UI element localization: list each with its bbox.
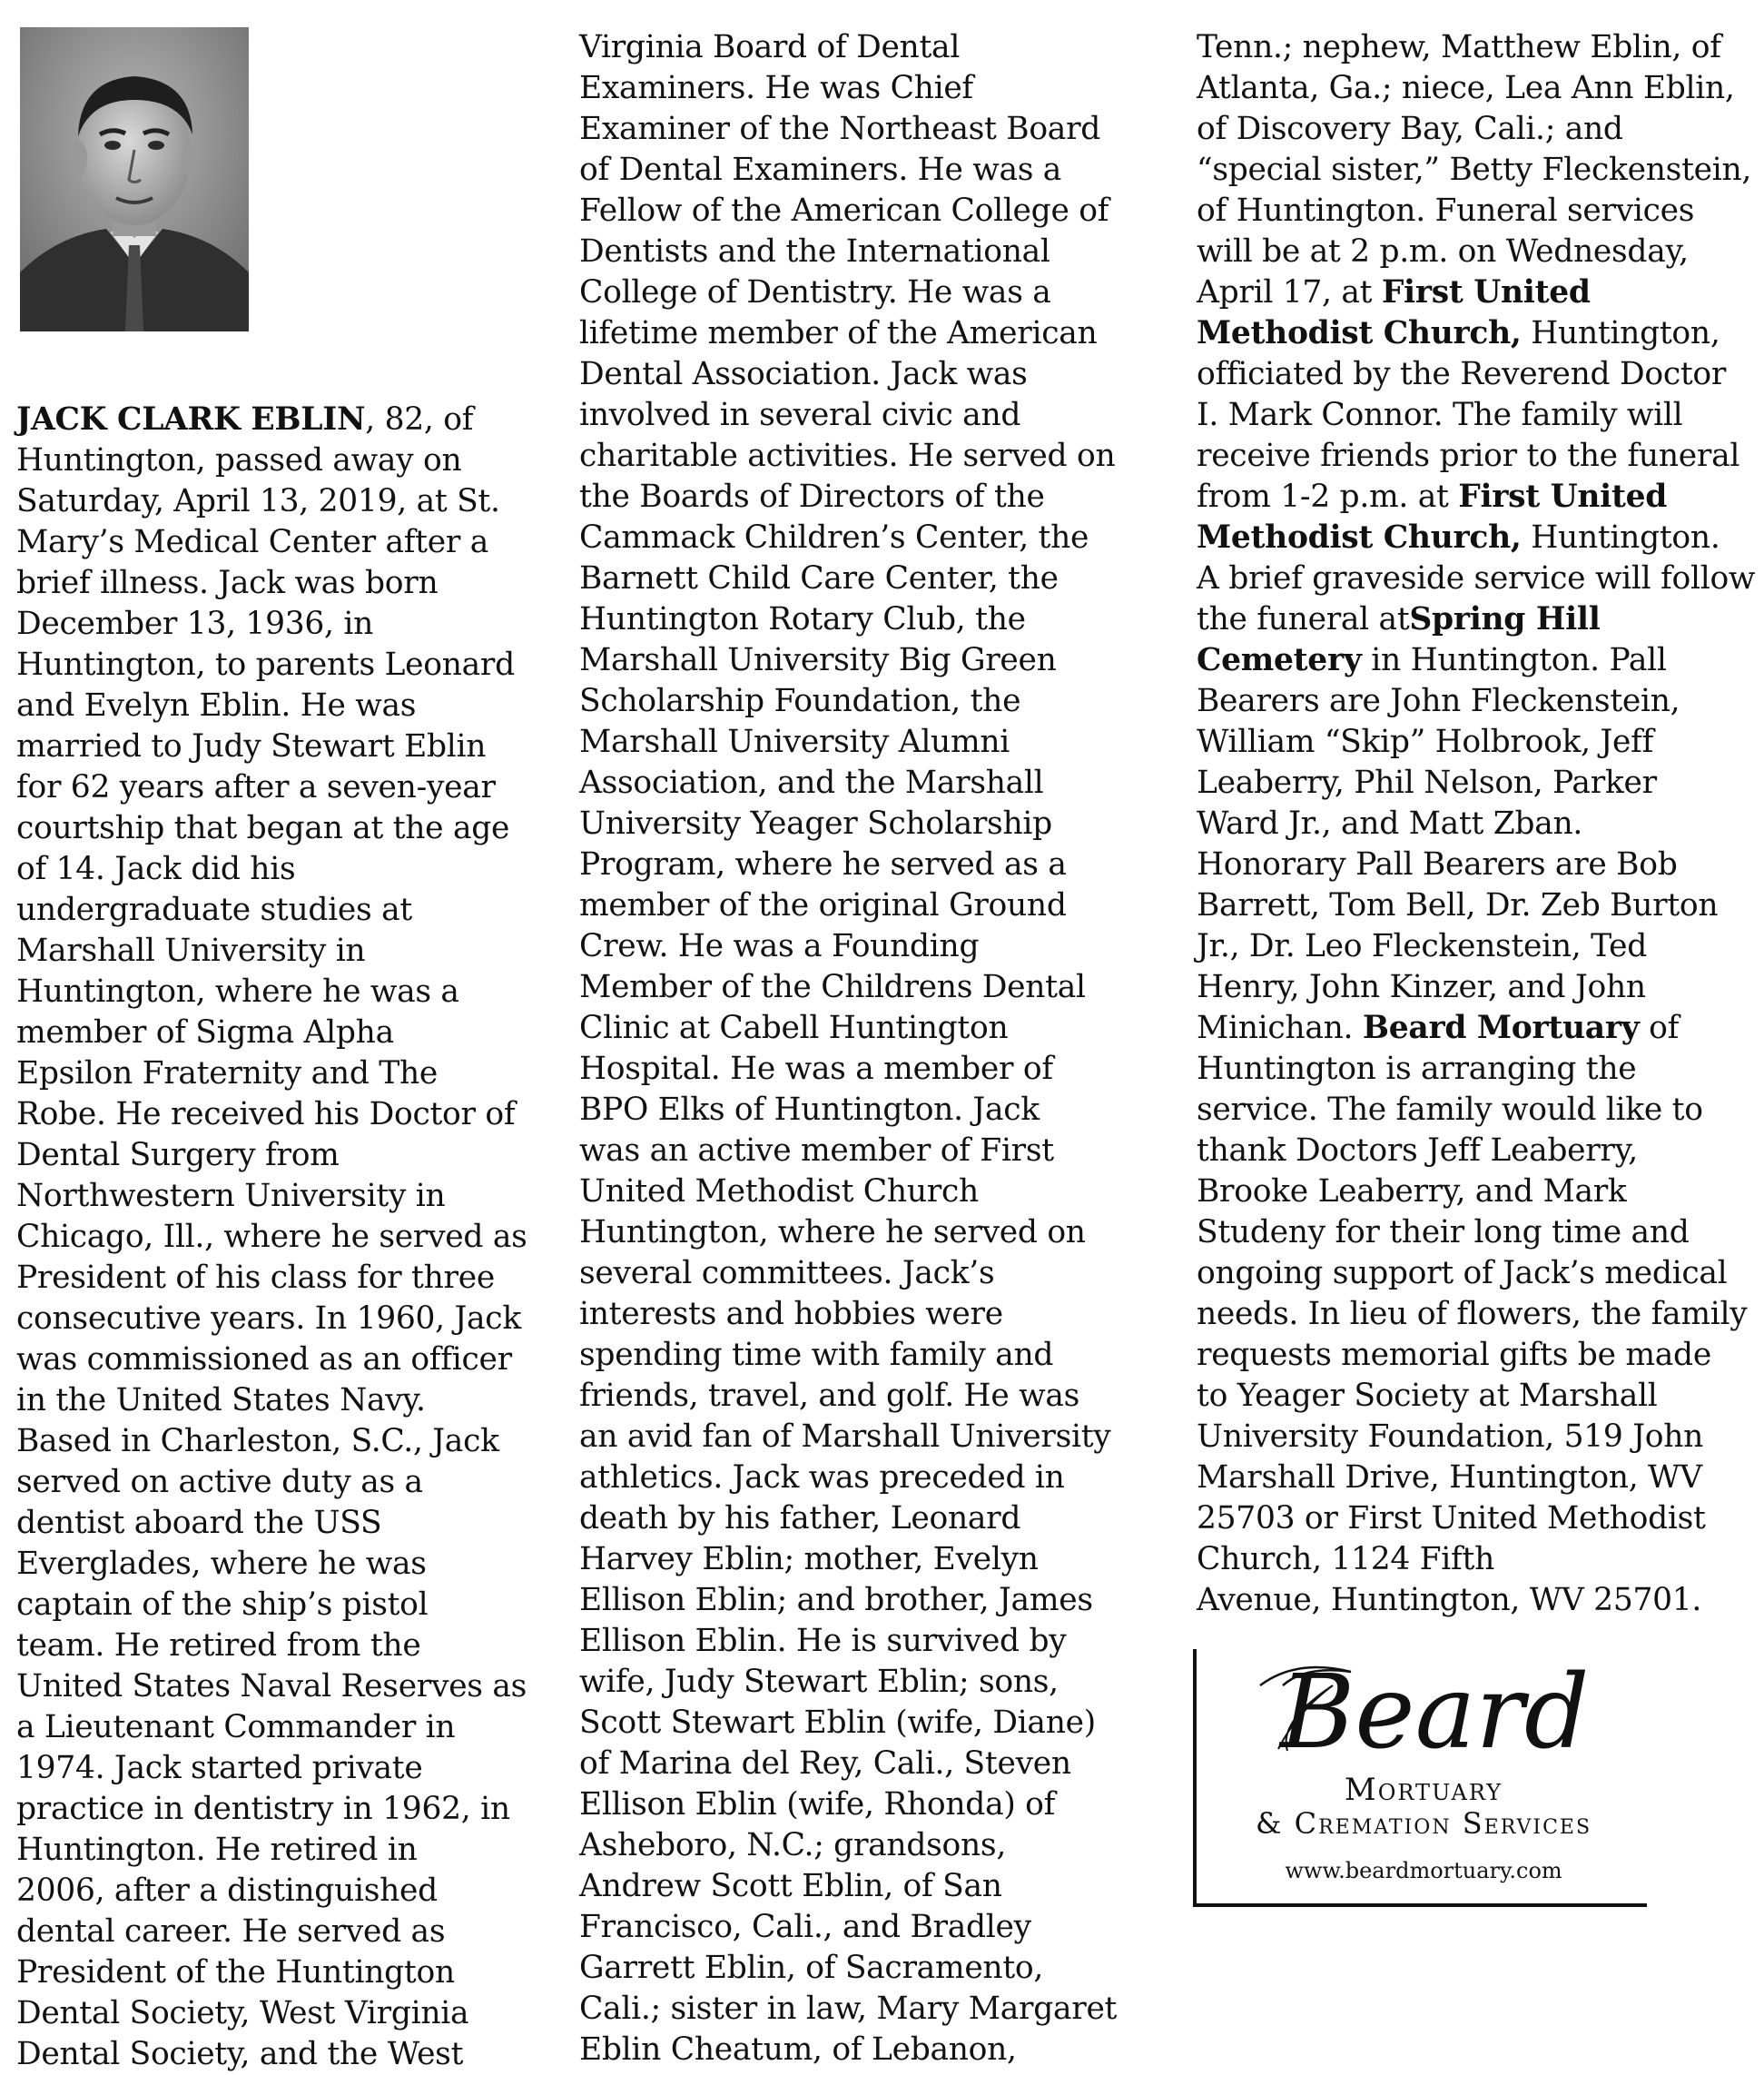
text-line [16,1217,561,1258]
text-line [16,1707,561,1748]
text-run: to Yeager Society at Marshall [1197,1378,1658,1414]
text-run: practice in dentistry in 1962, in [16,1791,510,1827]
text-run: captain of the ship’s pistol [16,1586,429,1623]
text-run: Ellison Eblin. He is survived by [579,1623,1067,1659]
text-run: from 1-2 p.m. at [1197,479,1459,515]
text-line [16,1830,561,1871]
text-line [579,272,1133,313]
text-line [579,313,1133,354]
text-run: United States Naval Reserves as [16,1668,527,1704]
text-run: friends, travel, and golf. He was [579,1378,1080,1414]
text-run: Dental Society, West Virginia [16,1995,469,2031]
text-line [16,1993,561,2034]
text-run: Mary’s Medical Center after a [16,524,488,560]
text-line [579,1008,1133,1049]
text-run: Clinic at Cabell Huntington [579,1010,1009,1046]
text-run: Avenue, Huntington, WV 25701. [1197,1582,1702,1618]
text-run: death by his father, Leonard [579,1500,1021,1536]
text-run: the Boards of Directors of the [579,479,1045,515]
text-line [579,1662,1133,1703]
text-run: University Yeager Scholarship [579,805,1052,842]
text-run: Huntington Rotary Club, the [579,601,1026,637]
text-run: a Lieutenant Commander in [16,1709,456,1745]
text-run: Huntington. [1521,519,1720,556]
text-run: thank Doctors Jeff Leaberry, [1197,1132,1638,1169]
text-run: courtship that began at the age [16,810,510,846]
text-run: Barnett Child Care Center, the [579,560,1059,597]
text-line [1197,1212,1759,1253]
text-line [579,1744,1133,1784]
text-line [579,436,1133,477]
text-run: served on active duty as a [16,1464,423,1500]
text-run: service. The family would like to [1197,1092,1703,1128]
text-line [579,1253,1133,1294]
text-run: member of Sigma Alpha [16,1014,394,1051]
text-run: of Huntington. Funeral services [1197,193,1695,229]
bold-text: Methodist Church, [1197,315,1522,351]
text-line [16,686,561,726]
logo-cremation-text: & Cremation Services [1255,1806,1592,1841]
text-run: “special sister,” Betty Fleckenstein, [1197,152,1752,188]
text-line [16,1871,561,1912]
text-line [579,1335,1133,1376]
text-line [16,1258,561,1299]
text-run: the funeral at [1197,601,1410,637]
bold-text: First United [1458,479,1668,515]
text-run: United Methodist Church [579,1173,979,1210]
text-line [1197,1171,1759,1212]
text-run: Scott Stewart Eblin (wife, Diane) [579,1704,1096,1741]
text-line [1197,150,1759,191]
text-line [579,763,1133,804]
text-line [16,1013,561,1053]
text-run: April 17, at [1197,274,1382,311]
text-run: of Marina del Rey, Cali., Steven [579,1745,1071,1782]
text-line [16,1503,561,1544]
text-run: Studeny for their long time and [1197,1214,1690,1250]
text-line [1197,1008,1759,1049]
text-line [579,1457,1133,1498]
text-run: of 14. Jack did his [16,851,296,887]
beard-mortuary-logo [1193,1649,1647,1907]
text-run: dentist aboard the USS [16,1505,382,1541]
text-line [16,1748,561,1789]
text-run: Tenn.; nephew, Matthew Eblin, of [1197,29,1721,65]
text-line [16,1380,561,1421]
text-run: several committees. Jack’s [579,1255,995,1291]
text-run: brief illness. Jack was born [16,565,439,601]
text-run: was commissioned as an officer [16,1341,512,1378]
logo-script-text: Beard [1280,1654,1590,1767]
text-run: Examiners. He was Chief [579,70,973,106]
text-run: undergraduate studies at [16,892,412,928]
text-run: Member of the Childrens Dental [579,969,1086,1005]
text-run: Bearers are John Fleckenstein, [1197,683,1680,719]
text-line [579,232,1133,272]
text-run: Atlanta, Ga.; niece, Lea Ann Eblin, [1197,70,1735,106]
text-run: Scholarship Foundation, the [579,683,1021,719]
text-line [16,1299,561,1339]
bold-text: Cemetery [1197,642,1362,678]
text-line [579,150,1133,191]
text-line [1197,1131,1759,1171]
text-run: Robe. He received his Doctor of [16,1096,516,1132]
text-line [579,967,1133,1008]
text-line [1197,1457,1759,1498]
text-line [16,1625,561,1666]
text-run: Huntington, where he was a [16,973,459,1010]
text-line [16,1912,561,1952]
text-run: Marshall Drive, Huntington, WV [1197,1459,1702,1496]
text-line [1197,354,1759,395]
text-run: BPO Elks of Huntington. Jack [579,1092,1040,1128]
text-line [579,640,1133,681]
text-line [16,1666,561,1707]
bold-text: JACK CLARK EBLIN [16,401,366,438]
text-run: spending time with family and [579,1337,1054,1373]
text-run: Examiner of the Northeast Board [579,111,1101,147]
text-run: officiated by the Reverend Doctor [1197,356,1727,392]
text-line [16,1135,561,1176]
text-run: member of the original Ground [579,887,1067,924]
text-line [1197,885,1759,926]
text-line [579,477,1133,518]
text-run: Eblin Cheatum, of Lebanon, [579,2031,1017,2068]
text-line [1197,395,1759,436]
portrait-illustration [20,27,249,331]
bold-text: Methodist Church, [1197,519,1522,556]
text-run: William “Skip” Holbrook, Jeff [1197,724,1654,760]
text-line [1197,232,1759,272]
text-run: of Discovery Bay, Cali.; and [1197,111,1623,147]
text-line [1197,681,1759,722]
text-run: Ellison Eblin; and brother, James [579,1582,1093,1618]
text-run: Jr., Dr. Leo Fleckenstein, Ted [1197,928,1648,964]
text-line [16,1339,561,1380]
text-line [16,1421,561,1462]
text-line [1197,1049,1759,1090]
text-run: , 82, of [365,401,474,438]
text-line [1197,1294,1759,1335]
text-line [579,1948,1133,1989]
text-line [579,191,1133,232]
text-run: married to Judy Stewart Eblin [16,728,487,765]
text-run: Epsilon Fraternity and The [16,1055,439,1092]
text-run: dental career. He served as [16,1913,446,1950]
text-run: Huntington, [1521,315,1720,351]
text-run: needs. In lieu of flowers, the family [1197,1296,1748,1332]
text-run: in the United States Navy. [16,1382,426,1418]
text-line [579,1212,1133,1253]
text-line [1197,68,1759,109]
text-run: Huntington is arranging the [1197,1051,1637,1087]
text-run: Brooke Leaberry, and Mark [1197,1173,1627,1210]
text-run: Cali.; sister in law, Mary Margaret [579,1991,1118,2027]
text-line [1197,1580,1759,1621]
text-line [579,845,1133,885]
text-run: ongoing support of Jack’s medical [1197,1255,1728,1291]
text-line [1197,1090,1759,1131]
obituary-column-3 [1197,27,1759,1621]
text-line [16,604,561,645]
text-run: Church, 1124 Fifth [1197,1541,1494,1577]
text-line [16,849,561,890]
text-line [16,726,561,767]
text-run: Marshall University Big Green [579,642,1057,678]
text-run: I. Mark Connor. The family will [1197,397,1683,433]
text-line [1197,1417,1759,1457]
text-run: Huntington, where he served on [579,1214,1086,1250]
text-run: Barrett, Tom Bell, Dr. Zeb Burton [1197,887,1719,924]
text-line [1197,1498,1759,1539]
text-line [1197,967,1759,1008]
text-line [16,1176,561,1217]
text-line [579,599,1133,640]
text-run: A brief graveside service will follow [1197,560,1756,597]
column-1-text [16,400,561,2075]
text-run: involved in several civic and [579,397,1021,433]
bold-text: Spring Hill [1409,601,1601,637]
text-run: Leaberry, Phil Nelson, Parker [1197,765,1657,801]
text-line [1197,1376,1759,1417]
text-run: will be at 2 p.m. on Wednesday, [1197,233,1689,270]
text-run: Virginia Board of Dental [579,29,961,65]
text-line [16,972,561,1013]
text-line [1197,518,1759,558]
text-run: was an active member of First [579,1132,1054,1169]
text-run: charitable activities. He served on [579,438,1116,474]
text-run: and Evelyn Eblin. He was [16,687,417,724]
text-run: wife, Judy Stewart Eblin; sons, [579,1664,1059,1700]
text-run: Asheboro, N.C.; grandsons, [579,1827,1006,1863]
text-run: Based in Charleston, S.C., Jack [16,1423,499,1459]
text-line [579,1417,1133,1457]
text-line [1197,1539,1759,1580]
logo-mortuary-text: Mortuary [1344,1772,1503,1808]
text-line [1197,477,1759,518]
text-run: Honorary Pall Bearers are Bob [1197,846,1678,883]
text-line [1197,313,1759,354]
text-run: Francisco, Cali., and Bradley [579,1909,1031,1945]
text-run: Dental Association. Jack was [579,356,1028,392]
text-line [579,926,1133,967]
text-run: in Huntington. Pall [1361,642,1667,678]
text-line [16,1585,561,1625]
text-line [579,27,1133,68]
text-line [579,558,1133,599]
bold-text: Beard Mortuary [1362,1010,1640,1046]
text-line [1197,640,1759,681]
text-line [16,522,561,563]
text-line [16,2034,561,2075]
text-line [16,1462,561,1503]
text-run: receive friends prior to the funeral [1197,438,1740,474]
text-run: of [1639,1010,1680,1046]
text-line [579,804,1133,845]
text-line [579,1580,1133,1621]
text-run: Dental Society, and the West [16,2036,464,2072]
text-run: Huntington, passed away on [16,442,462,479]
text-run: Chicago, Ill., where he served as [16,1219,527,1255]
text-run: Marshall University Alumni [579,724,1010,760]
text-run: December 13, 1936, in [16,606,374,642]
text-line [579,354,1133,395]
text-run: Marshall University in [16,933,366,969]
text-run: Crew. He was a Founding [579,928,980,964]
logo-script-graphic [1197,1649,1651,1767]
bold-text: First United [1381,274,1591,311]
text-line [579,1825,1133,1866]
text-line [16,1952,561,1993]
text-line [16,1094,561,1135]
text-line [1197,926,1759,967]
text-run: team. He retired from the [16,1627,421,1664]
text-run: Ward Jr., and Matt Zban. [1197,805,1583,842]
text-run: athletics. Jack was preceded in [579,1459,1065,1496]
text-run: Saturday, April 13, 2019, at St. [16,483,500,519]
text-line [579,1703,1133,1744]
text-run: Dental Surgery from [16,1137,340,1173]
text-line [579,1539,1133,1580]
text-run: Northwestern University in [16,1178,446,1214]
text-line [1197,804,1759,845]
text-line [579,722,1133,763]
text-line [579,1376,1133,1417]
text-line [16,481,561,522]
text-line [579,1989,1133,2030]
text-line [579,2030,1133,2070]
text-run: Garrett Eblin, of Sacramento, [579,1950,1044,1986]
text-line [1197,763,1759,804]
text-line [579,885,1133,926]
text-run: Association, and the Marshall [579,765,1044,801]
text-run: Dentists and the International [579,233,1050,270]
text-run: requests memorial gifts be made [1197,1337,1711,1373]
text-line [1197,272,1759,313]
text-run: Huntington. He retired in [16,1832,418,1868]
text-line [1197,191,1759,232]
text-line [579,681,1133,722]
text-line [16,1544,561,1585]
text-line [1197,1335,1759,1376]
text-run: Hospital. He was a member of [579,1051,1053,1087]
text-run: University Foundation, 519 John [1197,1418,1704,1455]
text-run: Program, where he served as a [579,846,1067,883]
text-run: 2006, after a distinguished [16,1872,438,1909]
text-line [579,68,1133,109]
text-line [579,1049,1133,1090]
text-line [579,1498,1133,1539]
text-run: Ellison Eblin (wife, Rhonda) of [579,1786,1056,1823]
text-line [1197,599,1759,640]
text-run: Andrew Scott Eblin, of San [579,1868,1002,1904]
text-line [579,109,1133,150]
text-line [579,1090,1133,1131]
text-line [579,1866,1133,1907]
text-run: Cammack Children’s Center, the [579,519,1089,556]
text-run: President of his class for three [16,1260,495,1296]
text-run: consecutive years. In 1960, Jack [16,1300,521,1337]
text-line [579,1621,1133,1662]
text-run: President of the Huntington [16,1954,455,1991]
text-run: interests and hobbies were [579,1296,1003,1332]
text-line [16,440,561,481]
text-line [1197,845,1759,885]
text-line [1197,27,1759,68]
text-line [16,1789,561,1830]
obituary-column-2 [579,27,1133,2070]
text-line [16,1053,561,1094]
text-line [579,1171,1133,1212]
text-run: Huntington, to parents Leonard [16,647,515,683]
portrait-photo [20,27,249,331]
text-line [16,563,561,604]
text-line [1197,109,1759,150]
text-run: lifetime member of the American [579,315,1098,351]
text-line [16,890,561,931]
text-line [1197,722,1759,763]
text-line [1197,558,1759,599]
text-line [16,767,561,808]
text-line [579,1784,1133,1825]
text-run: Harvey Eblin; mother, Evelyn [579,1541,1039,1577]
text-line [16,400,561,440]
text-line [579,1907,1133,1948]
text-line [579,395,1133,436]
text-run: 1974. Jack started private [16,1750,423,1786]
text-run: Henry, John Kinzer, and John [1197,969,1646,1005]
text-run: College of Dentistry. He was a [579,274,1051,311]
text-run: of Dental Examiners. He was a [579,152,1062,188]
text-line [1197,1253,1759,1294]
logo-url-text: www.beardmortuary.com [1285,1858,1562,1883]
text-run: an avid fan of Marshall University [579,1418,1111,1455]
text-line [16,808,561,849]
text-line [579,1294,1133,1335]
text-run: Fellow of the American College of [579,193,1109,229]
text-line [1197,436,1759,477]
text-run: 25703 or First United Methodist [1197,1500,1706,1536]
text-line [16,931,561,972]
text-run: for 62 years after a seven-year [16,769,496,805]
text-line [579,1131,1133,1171]
text-line [579,518,1133,558]
text-run: Minichan. [1197,1010,1363,1046]
text-line [16,645,561,686]
text-run: Everglades, where he was [16,1546,427,1582]
